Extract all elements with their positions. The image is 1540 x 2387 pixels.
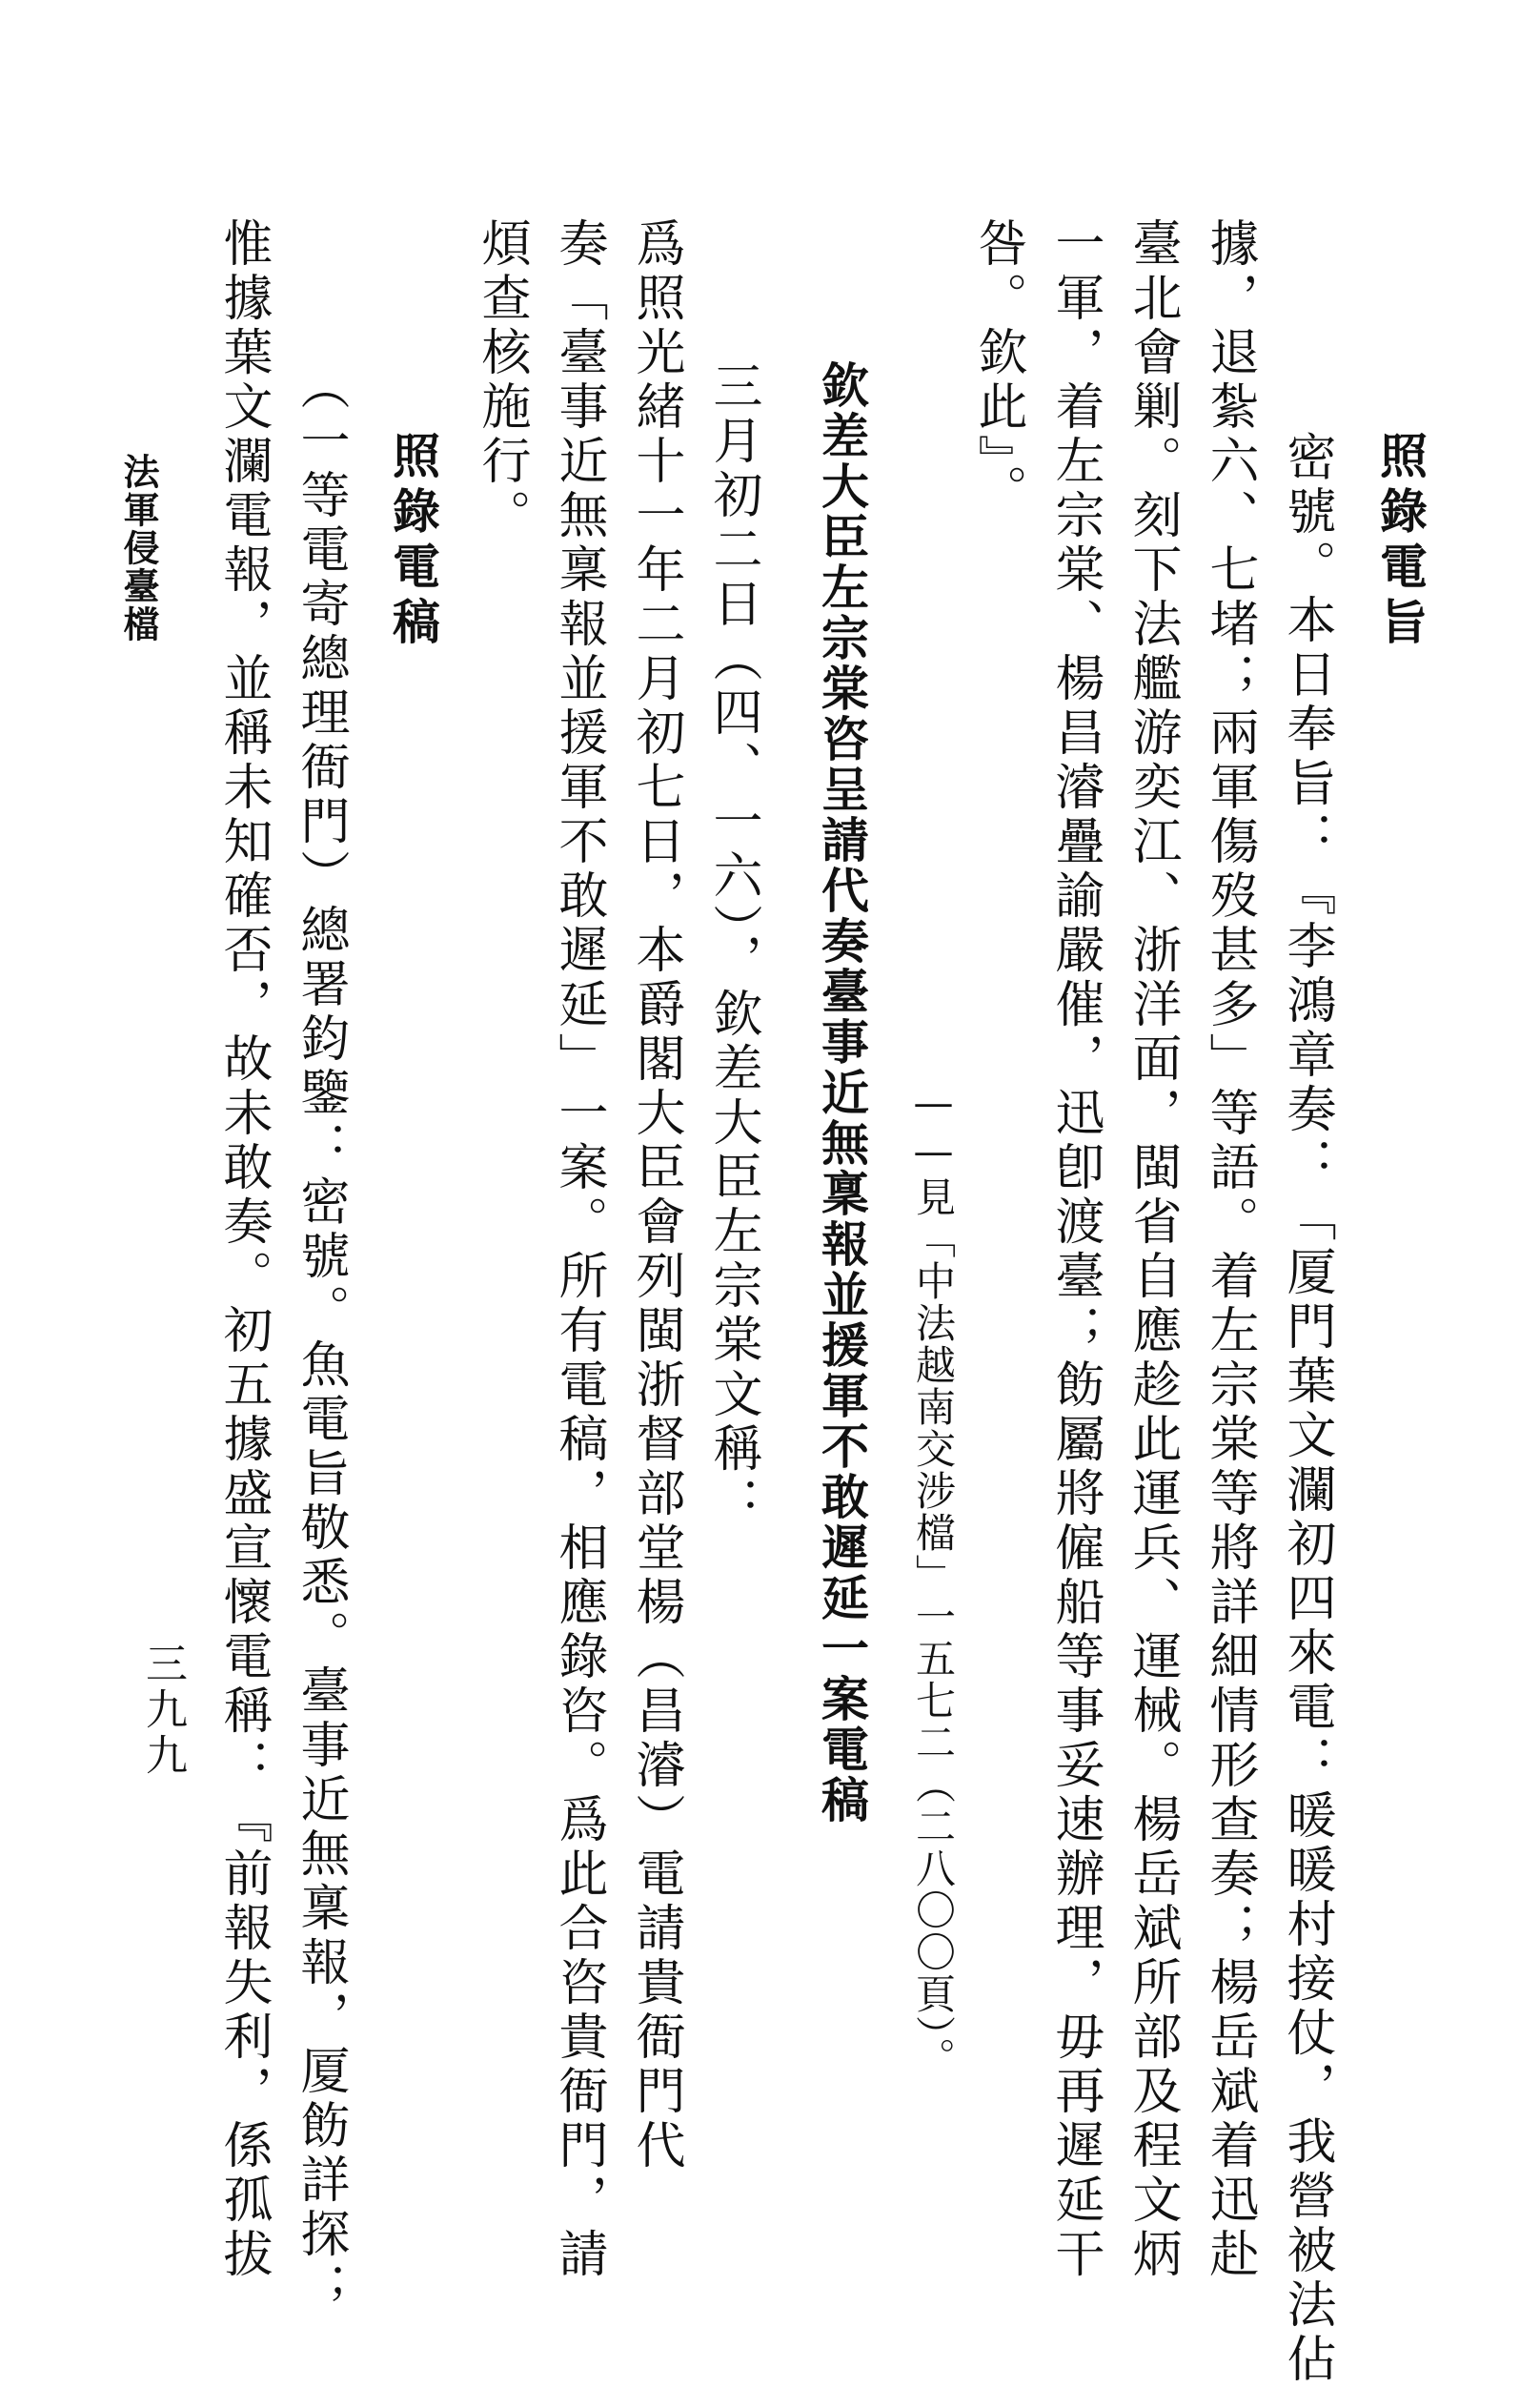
source-citation: ——見「中法越南交涉檔」一五七二（二八〇〇頁）。	[910, 1079, 957, 2079]
body-line: （一等電寄總理衙門）總署鈞鑒：密號。魚電旨敬悉。臺事近無稟報，厦飭詳探；	[292, 360, 349, 2316]
page-number: 三九九	[138, 1642, 187, 1779]
section-subheading: 照錄電稿	[385, 431, 441, 652]
body-line: 一軍，着左宗棠、楊昌濬疊諭嚴催，迅卽渡臺；飭屬將僱船等事妥速辦理，毋再遲延干	[1046, 217, 1104, 2282]
body-line: 煩查核施行。	[473, 217, 530, 543]
body-line: 爲照光緒十一年二月初七日，本爵閣大臣會列閩浙督部堂楊（昌濬）電請貴衙門代	[627, 217, 684, 2173]
section-heading: 照錄電旨	[1372, 431, 1429, 652]
body-line: 臺北會剿。刻下法艦游奕江、浙洋面，閩省自應趁此運兵、運械。楊岳斌所部及程文炳	[1124, 217, 1181, 2282]
running-head: 法軍侵臺檔	[117, 453, 160, 643]
body-line: 密號。本日奉旨：『李鴻章奏：「厦門葉文瀾初四來電：暖暖村接仗，我營被法佔	[1278, 431, 1335, 2387]
body-line: 三月初二日（四、一六），欽差大臣左宗棠文稱：	[704, 360, 761, 1531]
document-title: 欽差大臣左宗棠咨呈請代奏臺事近無稟報並援軍不敢遲延一案電稿	[814, 360, 870, 1826]
body-line: 惟據葉文瀾電報，並稱未知確否，故未敢奏。初五據盛宣懷電稱：『前報失利，係孤拔	[214, 217, 272, 2282]
body-line: 咎。欽此』。	[969, 217, 1026, 519]
body-line: 據，退紮六、七堵；兩軍傷歿甚多」等語。着左宗棠等將詳細情形查奏；楊岳斌着迅赴	[1201, 217, 1258, 2282]
body-line: 奏「臺事近無稟報並援軍不敢遲延」一案。所有電稿，相應錄咨。爲此合咨貴衙門，請	[550, 217, 607, 2282]
